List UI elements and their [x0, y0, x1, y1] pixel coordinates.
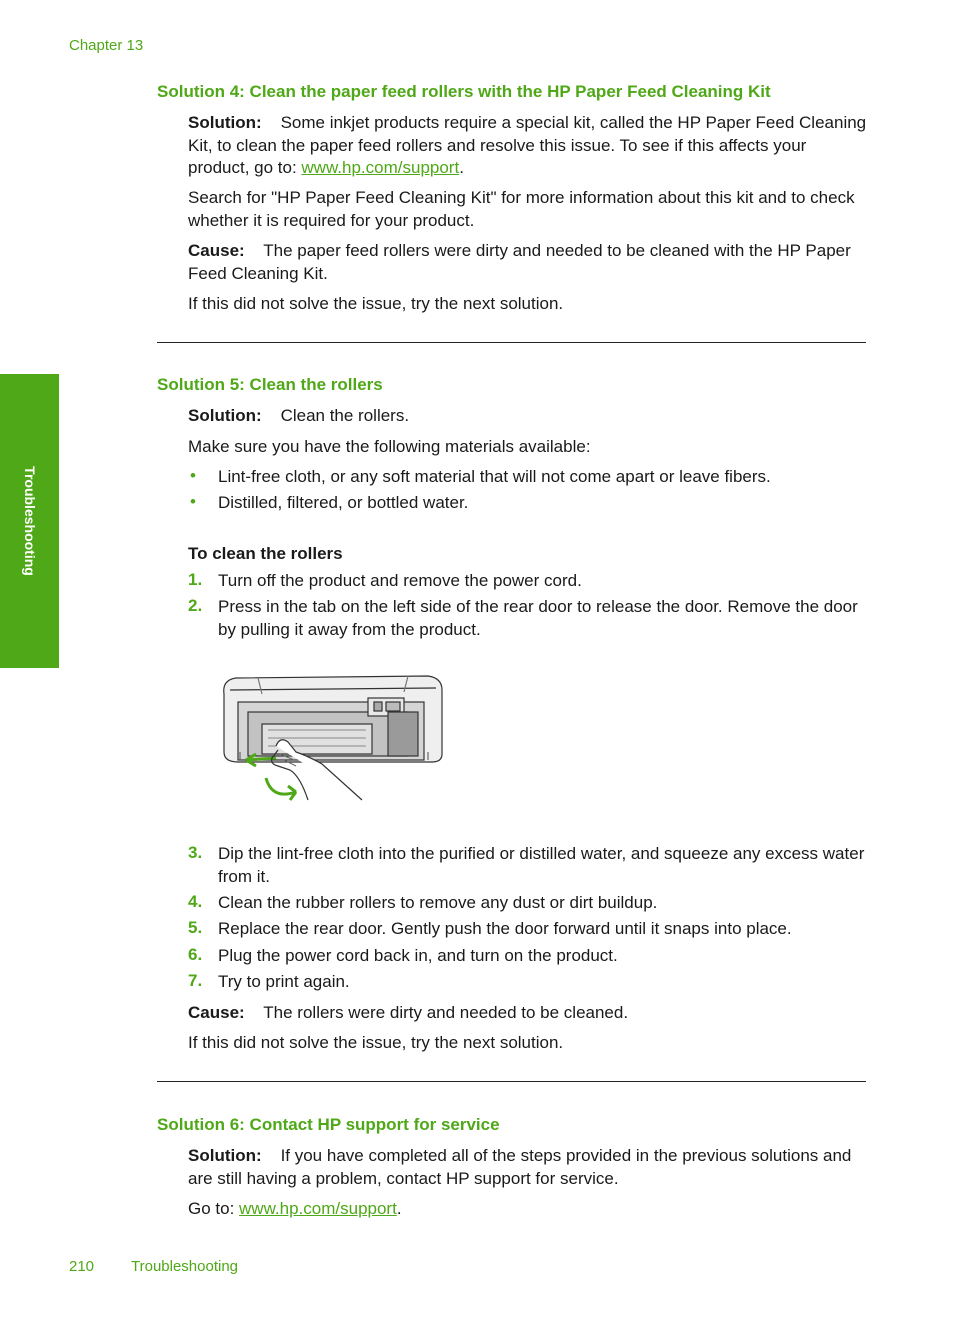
cause-label: Cause: [188, 241, 245, 260]
solution-label: Solution: [188, 1146, 262, 1165]
step-text: Turn off the product and remove the power cord. [218, 571, 582, 590]
material-item: Distilled, filtered, or bottled water. [218, 493, 469, 512]
step-number: 7. [188, 971, 203, 990]
solution-6-heading: Solution 6: Contact HP support for service [157, 1115, 500, 1134]
step-text: Plug the power cord back in, and turn on the product. [218, 946, 618, 965]
bullet-marker: • [190, 466, 196, 485]
printer-rear-door-illustration [218, 672, 448, 807]
hp-support-link[interactable]: www.hp.com/support [239, 1199, 397, 1218]
goto-prefix: Go to: [188, 1199, 240, 1218]
cause-text: The rollers were dirty and needed to be cleaned. [263, 1003, 629, 1022]
cause-label: Cause: [188, 1003, 245, 1022]
footer-section: Troubleshooting [131, 1258, 239, 1275]
search-paragraph: Search for "HP Paper Feed Cleaning Kit" for more information about this kit and to check whether it is required for your product. [188, 188, 855, 230]
step-number: 3. [188, 843, 203, 862]
goto-suffix: . [396, 1199, 402, 1218]
next-solution-note: If this did not solve the issue, try the next solution. [188, 294, 564, 313]
solution-5-solution-paragraph [188, 405, 868, 428]
step-number: 6. [188, 945, 203, 964]
step-number: 2. [188, 596, 203, 615]
solution-text: Clean the rollers. [280, 406, 410, 425]
step-number: 5. [188, 918, 203, 937]
step-text: Replace the rear door. Gently push the door forward until it snaps into place. [218, 919, 792, 938]
bullet-marker: • [190, 492, 196, 511]
step-text: Press in the tab on the left side of the rear door to release the door. Remove the door by pulling it away from the product. [218, 597, 858, 639]
solution-5-cause-paragraph [188, 1002, 868, 1025]
solution-4-heading: Solution 4: Clean the paper feed rollers with the HP Paper Feed Cleaning Kit [157, 82, 771, 101]
section-side-tab [0, 374, 59, 668]
goto-paragraph [188, 1198, 868, 1221]
hp-support-link[interactable]: www.hp.com/support [301, 158, 460, 178]
solution-label: Solution: [188, 406, 262, 425]
materials-intro: Make sure you have the following materials available: [188, 437, 591, 456]
step-text: Clean the rubber rollers to remove any dust or dirt buildup. [218, 893, 658, 912]
material-item: Lint-free cloth, or any soft material that will not come apart or leave fibers. [218, 467, 771, 486]
chapter-label: Chapter 13 [69, 37, 144, 54]
cause-text: The paper feed rollers were dirty and needed to be cleaned with the HP Paper Feed Cleaning Kit. [188, 241, 851, 283]
step-text: Dip the lint-free cloth into the purified or distilled water, and squeeze any excess water from it. [218, 844, 865, 886]
solution-4-solution-paragraph: Solution: Some inkjet products require a special kit, called the HP Paper Feed Cleaning Kit, to clean the paper feed rollers and resolve this issue. To see if this affects your product, go to: www.hp.com/support. [188, 113, 867, 178]
side-tab-label: Troubleshooting [21, 466, 38, 576]
step-text: Try to print again. [218, 972, 350, 991]
section-divider [157, 342, 866, 343]
solution-text: Some inkjet products require a special kit, called the HP Paper Feed Cleaning Kit, to clean the paper feed rollers and resolve this issue. To see if this affects your product, go to: [188, 113, 867, 178]
procedure-title: To clean the rollers [188, 544, 343, 563]
next-solution-note: If this did not solve the issue, try the next solution. [188, 1033, 564, 1052]
solution-5-heading: Solution 5: Clean the rollers [157, 375, 383, 394]
solution-6-solution-paragraph [188, 1145, 868, 1190]
solution-text: If you have completed all of the steps provided in the previous solutions and are still having a problem, contact HP support for service. [188, 1146, 852, 1188]
solution-4-cause-paragraph [188, 240, 868, 285]
step-number: 1. [188, 570, 203, 589]
solution-label: Solution: [188, 113, 262, 132]
page-number: 210 [69, 1258, 95, 1275]
step-number: 4. [188, 892, 203, 911]
section-divider [157, 1081, 866, 1082]
